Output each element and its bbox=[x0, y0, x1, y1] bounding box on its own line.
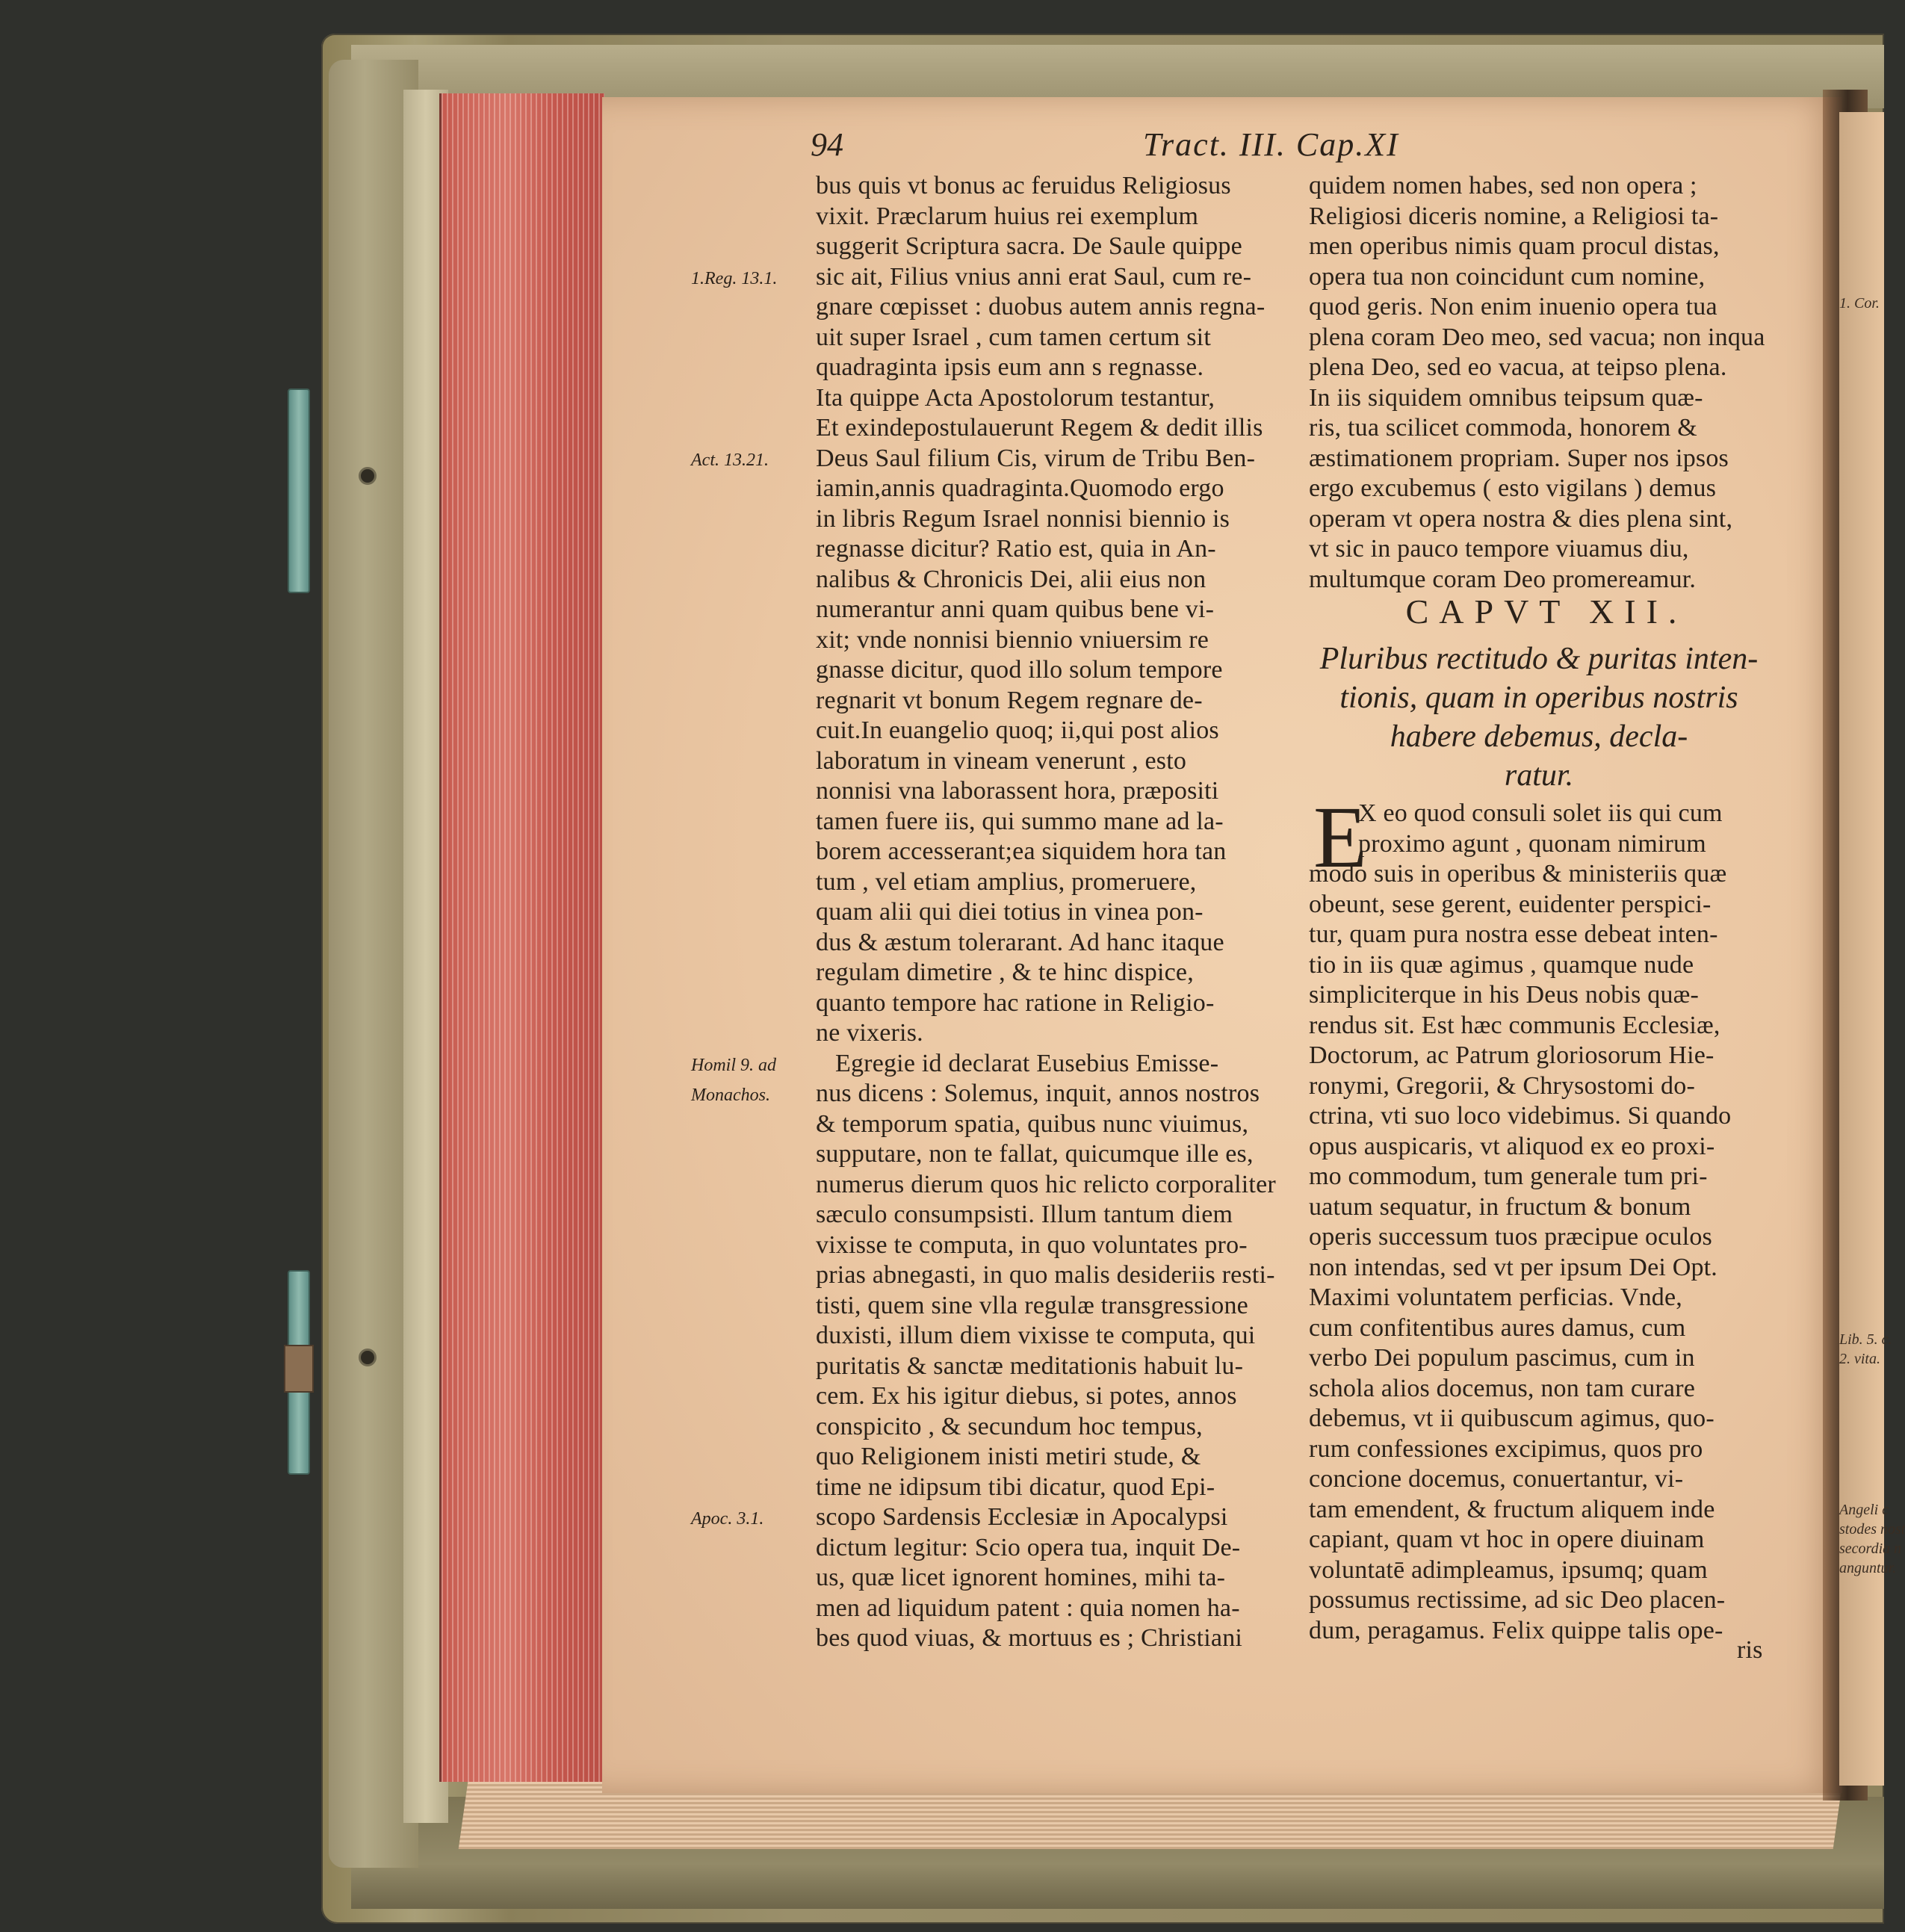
text-line: Maximi voluntatem perficias. Vnde, bbox=[1309, 1284, 1682, 1311]
text-line: Ita quippe Acta Apostolorum testantur, bbox=[816, 383, 1215, 412]
text-line: capiant, quam vt hoc in opere diuinam bbox=[1309, 1526, 1705, 1553]
text-line: In iis siquidem omnibus teipsum quæ- bbox=[1309, 383, 1703, 412]
text-line: quanto tempore hac ratione in Religio- bbox=[816, 988, 1215, 1017]
text-line: cem. Ex his igitur diebus, si potes, annos bbox=[816, 1382, 1237, 1410]
text-line: Religiosi diceris nomine, a Religiosi ta- bbox=[1309, 202, 1719, 230]
text-line: operis successum tuos præcipue oculos bbox=[1309, 1223, 1712, 1251]
margin-note: 1.Reg. 13.1. bbox=[691, 268, 778, 288]
text-line: mo commodum, tum generale tum pri- bbox=[1309, 1162, 1708, 1190]
text-line: vt sic in pauco tempore viuamus diu, bbox=[1309, 535, 1689, 563]
text-line: numerus dierum quos hic relicto corporaliter bbox=[816, 1170, 1276, 1198]
text-line: bus quis vt bonus ac feruidus Religiosus bbox=[816, 172, 1231, 199]
text-line: vixisse te computa, in quo voluntates pro- bbox=[816, 1230, 1248, 1259]
text-line: modo suis in operibus & ministeriis quæ bbox=[1309, 860, 1727, 888]
text-line: nonnisi vna laborassent hora, præpositi bbox=[816, 777, 1219, 805]
text-line: iamin,annis quadraginta.Quomodo ergo bbox=[816, 474, 1224, 502]
clasp-top bbox=[288, 388, 310, 593]
text-line: possumus rectissime, ad sic Deo placen- bbox=[1309, 1586, 1726, 1614]
drop-initial: E bbox=[1313, 788, 1368, 886]
page-block-edges bbox=[439, 93, 604, 1782]
text-line: nus dicens : Solemus, inquit, annos nostros bbox=[816, 1080, 1260, 1107]
facing-page-note: 2. vita. bbox=[1839, 1351, 1880, 1367]
text-line: sæculo consumpsisti. Illum tantum diem bbox=[816, 1201, 1233, 1228]
margin-note: Monachos. bbox=[691, 1086, 770, 1105]
text-line: rendus sit. Est hæc communis Ecclesiæ, bbox=[1309, 1011, 1720, 1039]
text-line: concione docemus, conuertantur, vi- bbox=[1309, 1465, 1684, 1493]
facing-page-note: Lib. 5. c. bbox=[1839, 1331, 1892, 1348]
text-line: Et exindepostulauerunt Regem & dedit illis bbox=[816, 414, 1263, 442]
facing-page-note: Angeli c bbox=[1839, 1502, 1889, 1518]
text-line: suggerit Scriptura sacra. De Saule quippe bbox=[816, 232, 1242, 260]
text-line: opus auspicaris, vt aliquod ex eo proxi- bbox=[1309, 1132, 1715, 1160]
text-line: multumque coram Deo promereamur. bbox=[1309, 565, 1697, 593]
text-line: regnasse dicitur? Ratio est, quia in An- bbox=[816, 535, 1216, 563]
text-line: tam emendent, & fructum aliquem inde bbox=[1309, 1495, 1715, 1523]
text-line: Egregie id declarat Eusebius Emisse- bbox=[835, 1049, 1219, 1077]
chapter-title-line: ratur. bbox=[1504, 758, 1574, 793]
rivet-top bbox=[359, 467, 377, 485]
text-line: duxisti, illum diem vixisse te computa, qui bbox=[816, 1322, 1256, 1349]
text-line: dum, peragamus. Felix quippe talis ope- bbox=[1309, 1616, 1723, 1644]
text-line: Doctorum, ac Patrum gloriosorum Hie- bbox=[1309, 1041, 1714, 1069]
text-line: regnarit vt bonum Regem regnare de- bbox=[816, 686, 1203, 714]
running-title: Tract. III. Cap.XI bbox=[1143, 126, 1399, 163]
facing-page-note: anguntur. bbox=[1839, 1560, 1897, 1576]
text-line: rum confessiones excipimus, quos pro bbox=[1309, 1434, 1703, 1463]
text-line: operam vt opera nostra & dies plena sint, bbox=[1309, 504, 1733, 533]
chapter-title-line: Pluribus rectitudo & puritas inten- bbox=[1319, 642, 1759, 676]
text-line: scopo Sardensis Ecclesiæ in Apocalypsi bbox=[816, 1503, 1228, 1531]
chapter-heading: CAPVT XII. bbox=[1405, 592, 1688, 631]
text-line: men ad liquidum patent : quia nomen ha- bbox=[816, 1594, 1240, 1622]
catchword: ris bbox=[1737, 1636, 1763, 1664]
text-line: simpliciterque in his Deus nobis quæ- bbox=[1309, 981, 1700, 1009]
text-line: bes quod viuas, & mortuus es ; Christiani bbox=[816, 1624, 1243, 1652]
text-line: quam alii qui diei totius in vinea pon- bbox=[816, 898, 1204, 926]
text-line: vixit. Præclarum huius rei exemplum bbox=[816, 202, 1199, 230]
text-line: supputare, non te fallat, quicumque ille es, bbox=[816, 1140, 1254, 1168]
text-line: Deus Saul filium Cis, virum de Tribu Ben- bbox=[816, 444, 1256, 472]
text-line: cuit.In euangelio quoq; ii,qui post alios bbox=[816, 716, 1219, 744]
text-line: plena coram Deo meo, sed vacua; non inqua bbox=[1309, 323, 1765, 351]
text-line: æstimationem propriam. Super nos ipsos bbox=[1309, 444, 1729, 472]
text-line: plena Deo, sed eo vacua, at teipso plena. bbox=[1309, 353, 1727, 381]
text-line: nalibus & Chronicis Dei, alii eius non bbox=[816, 565, 1206, 593]
text-line: quo Religionem inisti metiri stude, & bbox=[816, 1443, 1201, 1470]
text-line: cum confitentibus aures damus, cum bbox=[1309, 1313, 1686, 1342]
text-line: dictum legitur: Scio opera tua, inquit De- bbox=[816, 1533, 1241, 1561]
text-line: sic ait, Filius vnius anni erat Saul, cum re- bbox=[816, 262, 1252, 291]
text-line: tur, quam pura nostra esse debeat inten- bbox=[1309, 920, 1718, 948]
text-line: uit super Israel , cum tamen certum sit bbox=[816, 323, 1211, 351]
text-line: quidem nomen habes, sed non opera ; bbox=[1309, 172, 1697, 199]
page-number: 94 bbox=[811, 126, 843, 163]
text-line: non intendas, sed vt per ipsum Dei Opt. bbox=[1309, 1253, 1718, 1281]
facing-page-note: secordia n bbox=[1839, 1541, 1902, 1557]
chapter-title-line: habere debemus, decla- bbox=[1390, 719, 1688, 754]
text-line: uatum sequatur, in fructum & bonum bbox=[1309, 1192, 1691, 1221]
facing-page-note: 1. Cor. bbox=[1839, 295, 1880, 312]
text-line: voluntatē adimpleamus, ipsumq; quam bbox=[1309, 1555, 1708, 1584]
text-line: obeunt, sese gerent, euidenter perspici- bbox=[1309, 890, 1712, 918]
text-line: schola alios docemus, non tam curare bbox=[1309, 1374, 1696, 1402]
chapter-title-line: tionis, quam in operibus nostris bbox=[1339, 681, 1738, 715]
text-line: ne vixeris. bbox=[816, 1019, 923, 1047]
clasp-plate bbox=[284, 1345, 314, 1393]
text-line: regulam dimetire , & te hinc dispice, bbox=[816, 959, 1194, 986]
text-line: ergo excubemus ( esto vigilans ) demus bbox=[1309, 474, 1717, 502]
text-line: opera tua non coincidunt cum nomine, bbox=[1309, 262, 1706, 291]
text-line: puritatis & sanctæ meditationis habuit lu- bbox=[816, 1352, 1244, 1380]
text-line: ctrina, vti suo loco videbimus. Si quando bbox=[1309, 1102, 1732, 1130]
text-line: quod geris. Non enim inuenio opera tua bbox=[1309, 293, 1717, 321]
text-line: debemus, vt ii quibuscum agimus, quo- bbox=[1309, 1405, 1714, 1432]
text-line: gnasse dicitur, quod illo solum tempore bbox=[816, 656, 1223, 684]
text-line: & temporum spatia, quibus nunc viuimus, bbox=[816, 1109, 1249, 1138]
text-line: in libris Regum Israel nonnisi biennio is bbox=[816, 504, 1230, 533]
text-line: prias abnegasti, in quo malis desideriis resti- bbox=[816, 1261, 1275, 1289]
facing-page-note: stodes nost bbox=[1839, 1521, 1905, 1538]
text-line: dus & æstum tolerarant. Ad hanc itaque bbox=[816, 928, 1224, 956]
margin-note: Homil 9. ad bbox=[691, 1055, 776, 1075]
text-line: tisti, quem sine vlla regulæ transgressione bbox=[816, 1291, 1248, 1319]
text-line: us, quæ licet ignorent homines, mihi ta- bbox=[816, 1564, 1226, 1591]
text-line: tamen fuere iis, qui summo mane ad la- bbox=[816, 807, 1224, 835]
text-line: tio in iis quæ agimus , quamque nude bbox=[1309, 950, 1694, 979]
text-line: tum , vel etiam amplius, promeruere, bbox=[816, 867, 1197, 896]
text-line: borem accesserant;ea siquidem hora tan bbox=[816, 837, 1227, 865]
text-line: quadraginta ipsis eum ann s regnasse. bbox=[816, 353, 1204, 381]
text-line: gnare cœpisset : duobus autem annis regna- bbox=[816, 293, 1266, 321]
margin-note: Act. 13.21. bbox=[691, 450, 769, 470]
text-line: laboratum in vineam venerunt , esto bbox=[816, 746, 1187, 775]
text-line: ronymi, Gregorii, & Chrysostomi do- bbox=[1309, 1071, 1695, 1100]
text-line: ris, tua scilicet commoda, honorem & bbox=[1309, 414, 1697, 442]
text-line: conspicito , & secundum hoc tempus, bbox=[816, 1412, 1203, 1440]
text-line: men operibus nimis quam procul distas, bbox=[1309, 232, 1720, 260]
text-line: numerantur anni quam quibus bene vi- bbox=[816, 595, 1215, 623]
text-line: xit; vnde nonnisi biennio vniuersim re bbox=[816, 625, 1209, 654]
margin-note: Apoc. 3.1. bbox=[691, 1509, 764, 1529]
rivet-bottom bbox=[359, 1349, 377, 1366]
text-line: verbo Dei populum pascimus, cum in bbox=[1309, 1344, 1695, 1372]
text-line: X eo quod consuli solet iis qui cum bbox=[1358, 799, 1723, 827]
text-line: proximo agunt , quonam nimirum bbox=[1358, 829, 1706, 858]
text-line: time ne idipsum tibi dicatur, quod Epi- bbox=[816, 1473, 1215, 1501]
